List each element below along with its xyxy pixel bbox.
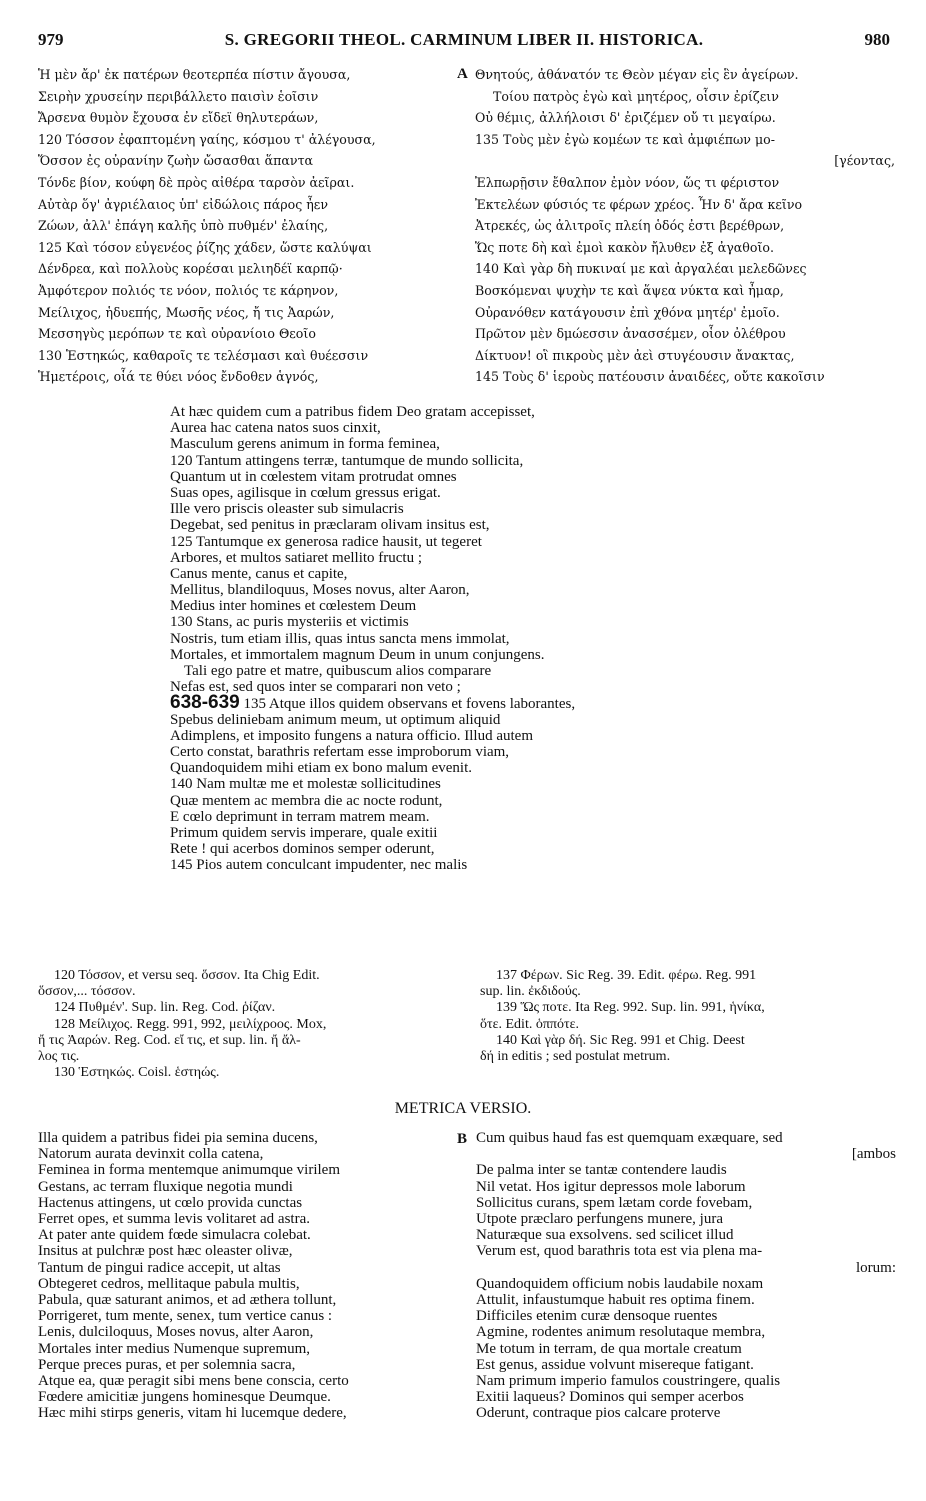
text-line: Oderunt, contraque pios calcare proterve	[476, 1405, 721, 1422]
text-line: 124 Πυθμέν'. Sup. lin. Reg. Cod. ῥίζαν.	[54, 1000, 276, 1016]
text-line: Quantum ut in cœlestem vitam protrudat omnes	[170, 468, 457, 485]
column-number-marker: 638-639	[170, 692, 240, 714]
text-line: Pabula, quæ saturant animos, et ad æthera tollunt,	[38, 1292, 337, 1309]
text-line: Aurea hac catena natos suos cinxit,	[170, 420, 381, 437]
text-line: Perque preces puras, et per solemnia sacra,	[38, 1356, 296, 1373]
text-line: Ἀμφότερον πολιός τε νόον, πολιός τε κάρηνον,	[38, 282, 339, 298]
text-line: Quandoquidem officium nobis laudabile noxam	[476, 1275, 764, 1292]
text-line: 128 Μείλιχος. Regg. 991, 992, μειλίχροος. Mox,	[54, 1016, 327, 1032]
text-line: Porrigeret, tum mente, senex, tum vertice canus :	[38, 1308, 333, 1325]
page-number-left: 979	[38, 30, 64, 49]
text-line: 125 Καὶ τόσον εὐγενέος ῥίζης χάδεν, ὥστε καλύψαι	[38, 239, 372, 255]
text-line: Ὥς ποτε δὴ καὶ ἐμοὶ κακὸν ἤλυθεν ἐξ ἀγαθοῖο.	[475, 239, 774, 255]
text-line: At pater ante quidem fœde simulacra colebat.	[38, 1227, 311, 1244]
text-line: Ferret opes, et summa levis volitaret ad astra.	[38, 1211, 310, 1228]
text-line: Me totum in terram, de qua mortale creatum	[476, 1340, 742, 1357]
page-header	[38, 30, 890, 56]
text-line: Δένδρεα, καὶ πολλοὺς κορέσαι μελιηδέϊ καρπῷ·	[38, 261, 343, 277]
text-line: Masculum gerens animum in forma feminea,	[170, 436, 440, 453]
text-line: Naturæque sua exsolvens. sed scilicet illud	[476, 1227, 734, 1244]
text-line: Adimplens, et imposito fungens a natura officio. Illud autem	[170, 727, 533, 744]
text-line: Tantum de pingui radice accepit, ut altas	[38, 1259, 281, 1276]
text-line: Sollicitus curans, spem lætam corde fovebam,	[476, 1194, 753, 1211]
text-line: Πρῶτον μὲν δμώεσσιν ἀνασσέμεν, οἷον ὀλέθρου	[475, 326, 786, 342]
page-number-right: 980	[864, 30, 890, 49]
text-line: Degebat, sed penitus in præclaram olivam insitus est,	[170, 517, 490, 534]
text-line: Hæc mihi stirps generis, vitam hi lucemque dedere,	[38, 1405, 347, 1422]
text-line: Lenis, dulciloquus, Moses novus, alter Aaron,	[38, 1324, 314, 1341]
text-line: Quæ mentem ac membra die ac nocte rodunt,	[170, 792, 443, 809]
text-line: Ἡμετέροις, οἷά τε θύει νόος ἔνδοθεν ἁγνός,	[38, 369, 319, 385]
text-line: 130 Stans, ac puris mysteriis et victimis	[170, 614, 409, 631]
text-line: Hactenus attingens, ut cœlo provida cunctas	[38, 1194, 303, 1211]
text-line: Est genus, assidue volvunt misereque fatigant.	[476, 1356, 754, 1373]
text-line: Ζώων, ἀλλ' ἐπάγη καλῆς ὑπὸ πυθμέν' ἐλαίης,	[38, 218, 329, 234]
text-line: Rete ! qui acerbos dominos semper oderunt,	[170, 841, 435, 858]
text-line: Ὅσσον ἐς οὐρανίην ζωὴν ὤσασθαι ἅπαντα	[38, 153, 314, 169]
metrica-versio-left	[38, 1130, 478, 1422]
text-line: 140 Nam multæ me et molestæ sollicitudines	[170, 776, 441, 793]
text-line: Feminea in forma mentemque animumque virilem	[38, 1162, 340, 1179]
margin-marker-b: B	[457, 1131, 468, 1147]
text-line: Ille vero priscis oleaster sub simulacris	[170, 501, 404, 518]
text-line: δή in editis ; sed postulat metrum.	[480, 1049, 671, 1065]
greek-text-left-column	[38, 64, 458, 388]
text-line: 139 Ὥς ποτε. Ita Reg. 992. Sup. lin. 991, ἡνίκα,	[496, 1000, 765, 1016]
latin-prose-translation	[170, 404, 730, 873]
metrica-versio-heading: METRICA VERSIO.	[394, 1100, 532, 1117]
text-line: 140 Καὶ γὰρ δὴ πυκιναί με καὶ ἀργαλέαι μελεδῶνες	[475, 261, 807, 277]
text-line: Exitii laqueus? Dominos qui semper acerbos	[476, 1389, 744, 1406]
text-line: E cœlo deprimunt in terram matrem meam.	[170, 808, 430, 825]
text-line: Arbores, et multos satiaret mellito fructu ;	[170, 549, 423, 566]
text-line: 120 Tantum attingens terræ, tantumque de mundo sollicita,	[170, 452, 524, 469]
text-line: Μεσσηγὺς μερόπων τε καὶ οὐρανίοιο Θεοῖο	[38, 326, 316, 342]
text-line: Ἐλπωρῇσιν ἔθαλπον ἐμὸν νόον, ὥς τι φέριστον	[475, 174, 780, 190]
text-line: Agmine, rodentes animum resolutaque membra,	[476, 1324, 766, 1341]
text-line: Mortales, et immortalem magnum Deum in unum conjungens.	[170, 646, 545, 663]
text-line: Quandoquidem mihi etiam ex bono malum evenit.	[170, 760, 473, 777]
text-line: 120 Τόσσον, et versu seq. ὅσσον. Ita Chig Edit.	[54, 968, 320, 983]
text-line: Nil vetat. Hos igitur depressos mole laborum	[476, 1178, 746, 1195]
text-line: Gestans, ac terram fluxique negotia mundi	[38, 1178, 293, 1195]
text-line: 130 Ἑστηκώς. Coisl. ἑστηώς.	[54, 1065, 220, 1081]
footnotes-right	[480, 968, 890, 1065]
text-line: 135 Τοὺς μὲν ἐγὼ κομέων τε καὶ ἀμφιέπων μο-	[475, 131, 775, 147]
text-line: 125 Tantumque ex generosa radice hausit, ut tegeret	[170, 533, 482, 550]
text-line: Atque ea, quæ peragit sibi mens bene conscia, certo	[38, 1373, 349, 1390]
text-line: Βοσκόμεναι ψυχὴν τε καὶ ἅψεα νύκτα καὶ ἦμαρ,	[475, 282, 784, 298]
text-line: Primum quidem servis imperare, quale exitii	[170, 824, 438, 841]
text-line: sup. lin. ἐκδιδούς.	[480, 984, 581, 1000]
text-line: Illa quidem a patribus fidei pia semina ducens,	[38, 1130, 318, 1146]
text-line: At hæc quidem cum a patribus fidem Deo gratam accepisset,	[170, 404, 535, 420]
text-line: Medius inter homines et cœlestem Deum	[170, 598, 417, 615]
text-line: Τοίου πατρὸς ἐγὼ καὶ μητέρος, οἷσιν ἐρίζειν	[493, 88, 779, 104]
text-line: ὅσσον,... τόσσον.	[38, 984, 136, 1000]
text-line: lorum:	[856, 1259, 896, 1276]
text-line: 140 Καὶ γὰρ δή. Sic Reg. 991 et Chig. Deest	[496, 1032, 745, 1048]
text-line: Verum est, quod barathris tota est via plena ma-	[476, 1243, 763, 1260]
text-line: Certo constat, barathris refertam esse improborum viam,	[170, 743, 510, 760]
text-line: Fœdere amicitiæ jungens hominesque Deumque.	[38, 1389, 331, 1406]
running-title: S. GREGORII THEOL. CARMINUM LIBER II. HISTORICA.	[224, 30, 704, 49]
text-line: ὅτε. Edit. ὁππότε.	[480, 1016, 579, 1032]
text-line: Ἐκτελέων φύσιός τε φέρων χρέος. Ἦν δ' ἄρα κεῖνο	[475, 196, 803, 212]
text-line: 145 Τοὺς δ' ἱεροὺς πατέουσιν ἀναιδέες, οὔτε κακοῖσιν	[475, 369, 825, 385]
text-line: Nam primum imperio famulos coustringere, qualis	[476, 1373, 781, 1390]
text-line: Obtegeret cedros, mellitaque pabula multis,	[38, 1275, 300, 1292]
text-line: Mellitus, blandiloquus, Moses novus, alter Aaron,	[170, 582, 470, 599]
footnotes-left	[38, 968, 468, 1081]
text-line: Canus mente, canus et capite,	[170, 565, 348, 582]
text-line: Θνητούς, ἀθάνατόν τε Θεὸν μέγαν εἰς ἓν ἀγείρων.	[475, 67, 799, 82]
text-line: Αὐτὰρ ὅγ' ἀγριέλαιος ὑπ' εἰδώλοις πάρος ἦεν	[38, 196, 328, 212]
text-line: De palma inter se tantæ contendere laudis	[476, 1162, 727, 1179]
text-line: 137 Φέρων. Sic Reg. 39. Edit. φέρω. Reg. 991	[496, 968, 757, 983]
text-line: Spebus deliniebam animum meum, ut optimum aliquid	[170, 711, 501, 728]
text-line: Ἀτρεκές, ὡς ἀλιτροῖς πλείη ὁδός ἐστι βερέθρων,	[475, 218, 785, 234]
line-text: 135 Atque illos quidem observans et fovens laborantes,	[243, 696, 576, 713]
text-line: Cum quibus haud fas est quemquam exæquare, sed	[476, 1130, 783, 1146]
text-line: 120 Τόσσον ἐφαπτομένη γαίης, κόσμου τ' ἀλέγουσα,	[38, 131, 376, 147]
text-line: Οὐρανόθεν κατάγουσιν ἐπὶ χθόνα μητέρ' ἐμοῖο.	[475, 304, 780, 320]
text-line: Attulit, infaustumque habuit res optima finem.	[476, 1292, 755, 1309]
text-line: Δίκτυον! οἳ πικροὺς μὲν ἀεὶ στυγέουσιν ἄνακτας,	[475, 347, 795, 363]
text-line: Utpote præclaro perfungens munere, jura	[476, 1211, 723, 1228]
greek-text-right-column	[475, 64, 895, 388]
text-line: Οὐ θέμις, ἀλλήλοισι δ' ἐριζέμεν οὔ τι μεγαίρω.	[475, 110, 776, 126]
text-line: 130 Ἑστηκώς, καθαροῖς τε τελέσμασι καὶ θυέεσσιν	[38, 347, 369, 363]
text-line: Μείλιχος, ἡδυεπής, Μωσῆς νέος, ἤ τις Ἀαρών,	[38, 304, 335, 320]
text-line: λος τις.	[38, 1049, 80, 1065]
text-line: Σειρὴν χρυσείην περιβάλλετο παισὶν ἑοῖσιν	[38, 88, 319, 104]
text-line: Nefas est, sed quos inter se comparari non veto ;	[170, 679, 461, 696]
text-line: ἤ τις Ἀαρών. Reg. Cod. εἴ τις, et sup. lin. ἤ ἄλ-	[38, 1032, 301, 1048]
text-line: Τόνδε βίον, κούφη δὲ πρὸς αἰθέρα ταρσὸν ἀεῖραι.	[38, 174, 355, 190]
text-line: Suas opes, agilisque in cœlum gressus erigat.	[170, 484, 441, 501]
text-line: Mortales inter medius Numenque supremum,	[38, 1340, 311, 1357]
text-line: Tali ego patre et matre, quibuscum alios comparare	[184, 663, 492, 679]
text-line: Ἄρσενα θυμὸν ἔχουσα ἐν εἴδεϊ θηλυτεράων,	[38, 110, 319, 126]
text-line: [γέοντας,	[834, 153, 895, 169]
text-line: Natorum aurata devinxit colla catena,	[38, 1146, 264, 1163]
text-line: Insitus at pulchræ post hæc oleaster olivæ,	[38, 1243, 293, 1260]
text-line: Difficiles etenim curæ densoque ruentes	[476, 1308, 718, 1325]
margin-marker-a: A	[457, 66, 468, 82]
text-line: Ἡ μὲν ἄρ' ἐκ πατέρων θεοτερπέα πίστιν ἄγουσα,	[38, 67, 351, 82]
text-line	[170, 692, 730, 714]
text-line: Nostris, tum etiam illis, quas intus sancta mens immolat,	[170, 630, 510, 647]
text-line: 145 Pios autem conculcant impudenter, nec malis	[170, 857, 468, 874]
text-line: [ambos	[851, 1146, 896, 1163]
metrica-versio-right	[476, 1130, 896, 1422]
